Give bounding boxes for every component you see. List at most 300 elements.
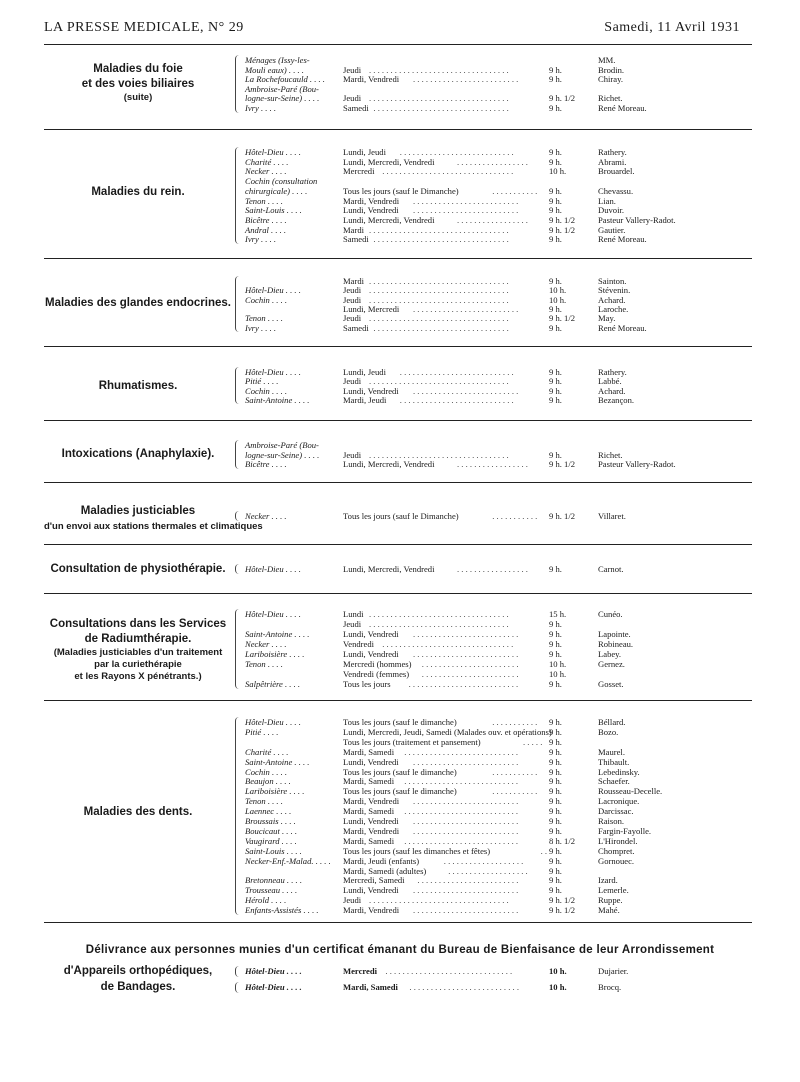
- hospital-name: logne-sur-Seine) . . . .: [245, 93, 320, 104]
- consultation-days: Mardi, Jeudi: [343, 394, 387, 405]
- schedule-row: [44, 103, 752, 113]
- physician-name: Raison.: [598, 816, 625, 826]
- schedule-row: [44, 875, 752, 885]
- consultation-hour: 9 h.: [549, 185, 562, 196]
- leader-dots: . . . . . . . . . . . . . . . . . . . . . . . . .: [413, 629, 519, 639]
- schedule-row: [44, 176, 752, 186]
- consultation-hour: 9 h.: [549, 726, 562, 737]
- physician-name: Rousseau-Decelle.: [598, 786, 663, 797]
- hospital-name: Enfants-Assistés . . . .: [245, 905, 319, 916]
- issue-date: Samedi, 11 Avril 1931: [604, 20, 740, 35]
- physician-name: Carnot.: [598, 564, 624, 574]
- hospital-name: Cochin . . . .: [245, 766, 288, 777]
- hospital-name: logne-sur-Seine) . . . .: [245, 449, 320, 460]
- consultation-days: Lundi, Mercredi, Vendredi: [343, 564, 435, 574]
- leader-dots: . . . . . . . . . . . . . . . . . . . . . . . . .: [413, 649, 519, 659]
- schedule-row: [44, 323, 752, 333]
- consultation-days: Mardi: [343, 224, 365, 235]
- group-brace: [235, 440, 239, 469]
- physician-name: René Moreau.: [598, 322, 647, 333]
- hospital-name: Saint-Antoine . . . .: [245, 756, 310, 767]
- consultation-hour: 9 h.: [549, 64, 562, 75]
- schedule-row: [44, 866, 752, 876]
- section-rule: [44, 700, 752, 701]
- leader-dots: . . . . . . . . . . . . . . . . . . . . . . . . . . . . . . . . .: [369, 64, 509, 75]
- physician-name: Bezançon.: [598, 394, 635, 405]
- physician-name: Lemerle.: [598, 885, 629, 896]
- schedule-row: [44, 450, 752, 460]
- hospital-name: Bicêtre . . . .: [245, 214, 287, 225]
- consultation-hour: 9 h.: [549, 766, 562, 777]
- section-title-line: Consultations dans les Services: [49, 618, 227, 630]
- physician-name: Mahé.: [598, 905, 620, 916]
- consultation-days: Mardi, Vendredi: [343, 195, 400, 206]
- schedule-row: [44, 679, 752, 689]
- consultation-days: Lundi, Mercredi, Vendredi: [343, 459, 435, 470]
- consultation-days: Mardi, Samedi (adultes): [343, 865, 427, 876]
- leader-dots: . . . . . . . . . . . . . . . . . . . . . . . . . . . . . . . . .: [369, 313, 509, 324]
- physician-name: Cunéo.: [598, 609, 623, 619]
- consultation-hour: 9 h.: [549, 825, 562, 836]
- physician-name: Labbé.: [598, 376, 622, 387]
- schedule-row: [44, 55, 752, 65]
- section-subtitle-line: (suite): [123, 92, 153, 103]
- hospital-name: Hôtel-Dieu . . . .: [245, 609, 301, 619]
- physician-name: Gautier.: [598, 224, 626, 235]
- consultation-days: Tous les jours (sauf le Dimanche): [343, 511, 459, 521]
- section-title-line: Rhumatismes.: [98, 380, 178, 392]
- schedule-row: [44, 196, 752, 206]
- physician-name: Robineau.: [598, 639, 634, 649]
- consultation-hour: 9 h.: [549, 756, 562, 767]
- consultation-days: Tous les jours (sauf le Dimanche): [343, 185, 459, 196]
- consultation-days: Jeudi: [343, 895, 362, 906]
- physician-name: Izard.: [598, 875, 618, 886]
- section-rule: [44, 346, 752, 347]
- schedule-row: [44, 856, 752, 866]
- consultation-hour: 10 h.: [549, 285, 567, 296]
- hospital-name: Pitié . . . .: [245, 376, 279, 387]
- hospital-name: Lariboisière . . . .: [245, 649, 305, 659]
- schedule-row: [44, 147, 752, 157]
- leader-dots: . . . . . . . . . . . . . . . . . . . . . . . . .: [413, 756, 519, 767]
- consultation-days: Mardi: [343, 276, 365, 286]
- leader-dots: . . . . . . . . . . .: [492, 786, 538, 797]
- consultation-hour: 9 h.: [549, 367, 562, 377]
- header-rule: [44, 44, 752, 45]
- physician-name: Bozo.: [598, 726, 619, 737]
- physician-name: Sainton.: [598, 276, 627, 286]
- consultation-days: Tous les jours (sauf le dimanche): [343, 717, 457, 727]
- hospital-name: Hôtel-Dieu . . . .: [245, 564, 301, 574]
- leader-dots: . . . . . . . . . . . . . . . . . . . . . . . . . .: [408, 679, 519, 689]
- hospital-name: Saint-Louis . . . .: [245, 845, 302, 856]
- consultation-hour: 15 h.: [549, 609, 567, 619]
- hospital-name: Laennec . . . .: [245, 806, 292, 817]
- hospital-name: Ivry . . . .: [245, 103, 277, 113]
- schedule-row: [44, 757, 752, 767]
- hospital-name: Ménages (Issy-les-: [245, 55, 310, 65]
- group-brace: [235, 717, 239, 915]
- hospital-name: Tenon . . . .: [245, 659, 283, 669]
- schedule-row: [44, 440, 752, 450]
- section-subtitle-line: par la curiethérapie: [94, 659, 182, 670]
- hospital-name: Tenon . . . .: [245, 195, 283, 206]
- hospital-name: Cochin (consultation: [245, 176, 318, 187]
- leader-dots: . . . . . . . . . . . . . . . . . . . . . . . . . . . . . . . . .: [369, 376, 509, 387]
- consultation-days: Jeudi: [343, 619, 362, 629]
- physician-name: Chevassu.: [598, 185, 634, 196]
- leader-dots: . . . . . . . . . . . . . . . . .: [457, 564, 528, 574]
- consultation-days: Jeudi: [343, 376, 362, 387]
- leader-dots: . . . . . . . . . . . . . . . . . . . . . . . . . . . . . . . . .: [369, 294, 509, 305]
- hospital-name: Hôtel-Dieu . . . .: [245, 367, 301, 377]
- hospital-name: Lariboisière . . . .: [245, 786, 305, 797]
- schedule-row: [44, 895, 752, 905]
- hospital-name: Hôtel-Dieu . . . .: [245, 717, 301, 727]
- consultation-hour: 10 h.: [549, 294, 567, 305]
- hospital-name: La Rochefoucauld . . . .: [245, 74, 325, 85]
- leader-dots: . . . . . . . . . . . . . . . . . . . . . . . .: [417, 875, 519, 886]
- consultation-hour: 9 h.: [549, 376, 562, 387]
- consultation-days: Tous les jours (sauf le dimanche): [343, 766, 457, 777]
- leader-dots: . . . . . . . . . . . . . . . . . . . . . . . . . . .: [404, 746, 519, 757]
- consultation-hour: 9 h.: [549, 717, 562, 727]
- leader-dots: . . . . . . . . . . . . . . . . . . . . . . . . .: [413, 303, 519, 314]
- schedule-row: [44, 395, 752, 405]
- consultation-days: Jeudi: [343, 64, 362, 75]
- physician-name: Laroche.: [598, 303, 629, 314]
- section-rule: [44, 129, 752, 130]
- physician-name: Darcissac.: [598, 806, 634, 817]
- consultation-days: Lundi: [343, 609, 364, 619]
- consultation-hour: 9 h.: [549, 385, 562, 396]
- section-title-line: de Radiumthérapie.: [84, 633, 192, 645]
- schedule-row: [44, 564, 752, 574]
- leader-dots: . . . . . . . . . . . . . . . . . . . . . . . . . . .: [399, 394, 514, 405]
- physician-name: Chompret.: [598, 845, 635, 856]
- hospital-name: Andral . . . .: [245, 224, 287, 235]
- consultation-hour: 9 h.: [549, 776, 562, 787]
- consultation-hour: 9 h.: [549, 156, 562, 167]
- consultation-days: Jeudi: [343, 313, 362, 324]
- hospital-name: Necker . . . .: [245, 639, 287, 649]
- group-brace: [235, 609, 239, 689]
- schedule-row: [44, 816, 752, 826]
- leader-dots: . . . . . . . . . . . . . . . . . . . . . . . . .: [413, 816, 519, 826]
- footer-row: [44, 966, 752, 976]
- physician-name: Brouardel.: [598, 166, 635, 177]
- consultation-hour: 9 h.: [549, 234, 562, 245]
- consultation-hour: 10 h.: [549, 966, 567, 976]
- schedule-row: [44, 629, 752, 639]
- consultation-hour: 9 h.: [549, 629, 562, 639]
- consultation-days: Mercredi: [343, 166, 375, 177]
- hospital-name: Charité . . . .: [245, 746, 289, 757]
- consultation-days: Samedi: [343, 103, 369, 113]
- hospital-name: Boucicaut . . . .: [245, 825, 298, 836]
- consultation-days: Jeudi: [343, 93, 362, 104]
- consultation-days: Tous les jours (traitement et pansement): [343, 736, 481, 747]
- consultation-days: Lundi, Mercredi: [343, 303, 400, 314]
- consultation-hour: 9 h.: [549, 806, 562, 817]
- leader-dots: . . . . . . . . . . . . . . . . .: [457, 214, 528, 225]
- leader-dots: . . . . . . . . . . . . . . . . . . . . . . . . . . . . . . . .: [373, 103, 509, 113]
- physician-name: Lapointe.: [598, 629, 631, 639]
- consultation-days: Vendredi (femmes): [343, 669, 410, 679]
- physician-name: Lian.: [598, 195, 616, 206]
- physician-name: Schaefer.: [598, 776, 630, 787]
- consultation-hour: 9 h. 1/2: [549, 895, 576, 906]
- consultation-days: Samedi: [343, 234, 369, 245]
- consultation-hour: 9 h. 1/2: [549, 214, 576, 225]
- hospital-name: Charité . . . .: [245, 156, 289, 167]
- consultation-hour: 9 h. 1/2: [549, 905, 576, 916]
- hospital-name: Cochin . . . .: [245, 385, 288, 396]
- physician-name: Duvoir.: [598, 205, 625, 216]
- leader-dots: . . . . . . . . . . . . . . . . . . . . . . . . . . .: [404, 776, 519, 787]
- section-rule: [44, 544, 752, 545]
- schedule-row: [44, 93, 752, 103]
- consultation-days: Mercredi: [343, 966, 378, 976]
- hospital-name: Hôtel-Dieu . . . .: [245, 966, 302, 976]
- leader-dots: . . . . . . . . . . .: [492, 766, 538, 777]
- consultation-hour: 9 h.: [549, 736, 562, 747]
- consultation-days: Mercredi (hommes): [343, 659, 412, 669]
- consultation-hour: 9 h.: [549, 639, 562, 649]
- consultation-days: Mardi, Vendredi: [343, 825, 400, 836]
- consultation-days: Vendredi: [343, 639, 375, 649]
- group-brace: [235, 367, 239, 404]
- hospital-name: Ambroise-Paré (Bou-: [245, 83, 319, 94]
- consultation-hour: 9 h.: [549, 865, 562, 876]
- consultation-hour: 9 h.: [549, 394, 562, 405]
- hospital-name: Necker . . . .: [245, 511, 287, 521]
- page-header: [44, 20, 740, 42]
- section-subtitle-line: et les Rayons X pénétrants.): [74, 671, 202, 682]
- leader-dots: . . . . . . . . . . . . . . . . . . .: [443, 855, 524, 866]
- leader-dots: . . . . . . . . . . . . . . . . . . . . . . . . .: [413, 905, 519, 916]
- leader-dots: . . . . . . . . . . . . . . . . . . . . . . . . . . . . . .: [385, 966, 513, 976]
- hospital-name: Hérold . . . .: [245, 895, 287, 906]
- physician-name: May.: [598, 313, 616, 324]
- hospital-name: Tenon . . . .: [245, 796, 283, 807]
- consultation-hour: 9 h.: [549, 276, 562, 286]
- physician-name: Ruppe.: [598, 895, 623, 906]
- leader-dots: . . . . .: [523, 736, 543, 747]
- consultation-days: Jeudi: [343, 294, 362, 305]
- section-title-line: Maladies des dents.: [83, 806, 193, 818]
- consultation-hour: 9 h.: [549, 649, 562, 659]
- consultation-days: Lundi, Jeudi: [343, 147, 386, 157]
- hospital-name: Hôtel-Dieu . . . .: [245, 285, 301, 296]
- schedule-row: [44, 717, 752, 727]
- group-brace: [235, 982, 239, 993]
- physician-name: Gernez.: [598, 659, 625, 669]
- consultation-days: Samedi: [343, 322, 369, 333]
- consultation-hour: 9 h.: [549, 816, 562, 826]
- physician-name: Abrami.: [598, 156, 627, 167]
- section-rule: [44, 482, 752, 483]
- schedule-row: [44, 609, 752, 619]
- journal-title: LA PRESSE MEDICALE, N° 29: [44, 20, 244, 35]
- consultation-hour: 9 h.: [549, 885, 562, 896]
- leader-dots: . . . . . . . . . . . . . . . . . . . . . . . . . . .: [399, 367, 514, 377]
- schedule-row: [44, 74, 752, 84]
- hospital-name: Ivry . . . .: [245, 322, 277, 333]
- leader-dots: . . . . . . . . . . . . . . . . . . .: [448, 865, 528, 876]
- consultation-hour: 9 h.: [549, 147, 562, 157]
- physician-name: René Moreau.: [598, 234, 647, 245]
- physician-name: Achard.: [598, 385, 626, 396]
- schedule-row: [44, 727, 752, 737]
- leader-dots: . . . . . . . . . . . . . . . . . . . . . . . . .: [413, 885, 519, 896]
- physician-name: Chiray.: [598, 74, 623, 85]
- consultation-days: Lundi, Vendredi: [343, 816, 399, 826]
- consultation-hour: 9 h.: [549, 619, 562, 629]
- consultation-days: Tous les jours (sauf le dimanche): [343, 786, 457, 797]
- consultation-days: Mardi, Jeudi (enfants): [343, 855, 420, 866]
- consultation-hour: 9 h.: [549, 564, 562, 574]
- schedule-row: [44, 776, 752, 786]
- consultation-days: Lundi, Vendredi: [343, 885, 399, 896]
- consultation-days: Mardi, Samedi: [343, 776, 395, 787]
- leader-dots: . . . . . . . . . . . . . . . . .: [457, 156, 528, 167]
- hospital-name: Hôtel-Dieu . . . .: [245, 982, 302, 992]
- hospital-name: Pitié . . . .: [245, 726, 279, 737]
- consultation-days: Mercredi, Samedi: [343, 875, 405, 886]
- consultation-hour: 9 h.: [549, 796, 562, 807]
- leader-dots: . . . . . . . . . . . . . . . . . . . . . . . . .: [413, 74, 519, 85]
- leader-dots: . . . . . . . . . . . . . . . . . . . . . . . . .: [413, 825, 519, 836]
- leader-dots: . . . . . . . . . . . . . . . . . . . . . . . . . . .: [404, 835, 519, 846]
- schedule-row: [44, 826, 752, 836]
- schedule-row: [44, 669, 752, 679]
- hospital-name: Bicêtre . . . .: [245, 459, 287, 470]
- consultation-hour: 9 h. 1/2: [549, 224, 576, 235]
- schedule-row: [44, 84, 752, 94]
- section-title-line: Intoxications (Anaphylaxie).: [61, 448, 215, 460]
- consultation-days: Lundi, Vendredi: [343, 629, 399, 639]
- schedule-row: [44, 905, 752, 915]
- schedule-row: [44, 767, 752, 777]
- leader-dots: . . . . . . . . . . .: [492, 185, 538, 196]
- schedule-row: [44, 511, 752, 521]
- section-title-line: et des voies biliaires: [81, 78, 195, 90]
- physician-name: Rathery.: [598, 147, 627, 157]
- group-brace: [235, 276, 239, 332]
- physician-name: Lebedinsky.: [598, 766, 640, 777]
- hospital-name: Cochin . . . .: [245, 294, 288, 305]
- consultation-days: Lundi, Mercredi, Vendredi: [343, 214, 435, 225]
- hospital-name: Trousseau . . . .: [245, 885, 298, 896]
- physician-name: René Moreau.: [598, 103, 647, 113]
- consultation-days: Lundi, Vendredi: [343, 385, 399, 396]
- consultation-days: Lundi, Mercredi, Vendredi: [343, 156, 435, 167]
- consultation-hour: 9 h.: [549, 103, 562, 113]
- schedule-row: [44, 186, 752, 196]
- hospital-name: Salpêtrière . . . .: [245, 679, 301, 689]
- schedule-row: [44, 215, 752, 225]
- consultation-days: Lundi, Vendredi: [343, 649, 399, 659]
- schedule-row: [44, 225, 752, 235]
- section-subtitle-line: (Maladies justiciables d'un traitement: [53, 647, 223, 658]
- physician-name: Dujarier.: [598, 966, 629, 976]
- footer-title: Délivrance aux personnes munies d'un certificat émanant du Bureau de Bienfaisance de leur Arrondissement: [85, 944, 715, 956]
- consultation-days: Jeudi: [343, 449, 362, 460]
- hospital-name: Necker-Enf.-Malad. . . . .: [245, 855, 331, 866]
- schedule-row: [44, 786, 752, 796]
- section-rule: [44, 922, 752, 923]
- schedule-row: [44, 836, 752, 846]
- schedule-row: [44, 747, 752, 757]
- section-rule: [44, 258, 752, 259]
- group-brace: [235, 55, 239, 113]
- leader-dots: . . . . . . . . . . . . . . . . . . . . . . .: [421, 659, 519, 669]
- consultation-hour: 9 h.: [549, 746, 562, 757]
- consultation-hour: 9 h.: [549, 679, 562, 689]
- leader-dots: . . . . . . . . . . .: [492, 511, 538, 521]
- physician-name: Fargin-Fayolle.: [598, 825, 652, 836]
- consultation-days: Lundi, Vendredi: [343, 205, 399, 216]
- schedule-row: [44, 737, 752, 747]
- consultation-days: Lundi, Vendredi: [343, 756, 399, 767]
- consultation-hour: 9 h.: [549, 303, 562, 314]
- section-title-line: d'un envoi aux stations thermales et climatiques: [44, 521, 263, 532]
- physician-name: Béllard.: [598, 717, 626, 727]
- physician-name: Brocq.: [598, 982, 622, 992]
- schedule-row: [44, 806, 752, 816]
- hospital-name: Ivry . . . .: [245, 234, 277, 245]
- hospital-name: Broussais . . . .: [245, 816, 296, 826]
- leader-dots: . . . . . . . . . . . . . . . . . . . . . . . . . . . . . . . . .: [369, 895, 509, 906]
- hospital-name: Saint-Antoine . . . .: [245, 394, 310, 405]
- consultation-hour: 9 h.: [549, 845, 562, 856]
- consultation-hour: 9 h. 1/2: [549, 511, 576, 521]
- physician-name: Lacronique.: [598, 796, 640, 807]
- consultation-hour: 9 h. 1/2: [549, 459, 576, 470]
- section-title-line: Consultation de physiothérapie.: [50, 563, 226, 575]
- schedule-row: [44, 459, 752, 469]
- schedule-row: [44, 65, 752, 75]
- consultation-hour: 9 h.: [549, 205, 562, 216]
- physician-name: Pasteur Vallery-Radot.: [598, 214, 676, 225]
- consultation-hour: 10 h.: [549, 166, 567, 177]
- leader-dots: . . . . . . . . . . . . . . . . . . . . . . . . . . . . . . . . .: [369, 285, 509, 296]
- hospital-name: Mouli eaux) . . . .: [245, 64, 304, 75]
- physician-name: Pasteur Vallery-Radot.: [598, 459, 676, 470]
- consultation-days: Jeudi: [343, 285, 362, 296]
- schedule-row: [44, 157, 752, 167]
- physician-name: Richet.: [598, 449, 623, 460]
- schedule-row: [44, 639, 752, 649]
- leader-dots: . . . . . . . . . . . . . . . . . . . . . . . . . . . . . . . .: [373, 322, 509, 333]
- schedule-row: [44, 205, 752, 215]
- leader-dots: . . . . . . . . . . . . . . . . . . . . . . . . . . . . . . . . .: [369, 93, 509, 104]
- leader-dots: . . . . . . . . . . . . . . . . . . . . . . . . .: [413, 385, 519, 396]
- consultation-days: Mardi, Vendredi: [343, 796, 400, 807]
- leader-dots: . . . . . . . . . . . . . . . . . . . . . . . . . . . . . . . . .: [369, 609, 509, 619]
- section-title-line: Maladies justiciables: [80, 505, 196, 517]
- group-brace: [235, 511, 239, 521]
- hospital-name: Vaugirard . . . .: [245, 835, 297, 846]
- consultation-days: Mardi, Samedi: [343, 806, 395, 817]
- leader-dots: . . . . . . . . . . . . . . . . . . . . . . . . .: [413, 796, 519, 807]
- group-brace: [235, 147, 239, 244]
- physician-name: L'Hirondel.: [598, 835, 638, 846]
- leader-dots: . .: [540, 845, 548, 856]
- physician-name: Thibault.: [598, 756, 630, 767]
